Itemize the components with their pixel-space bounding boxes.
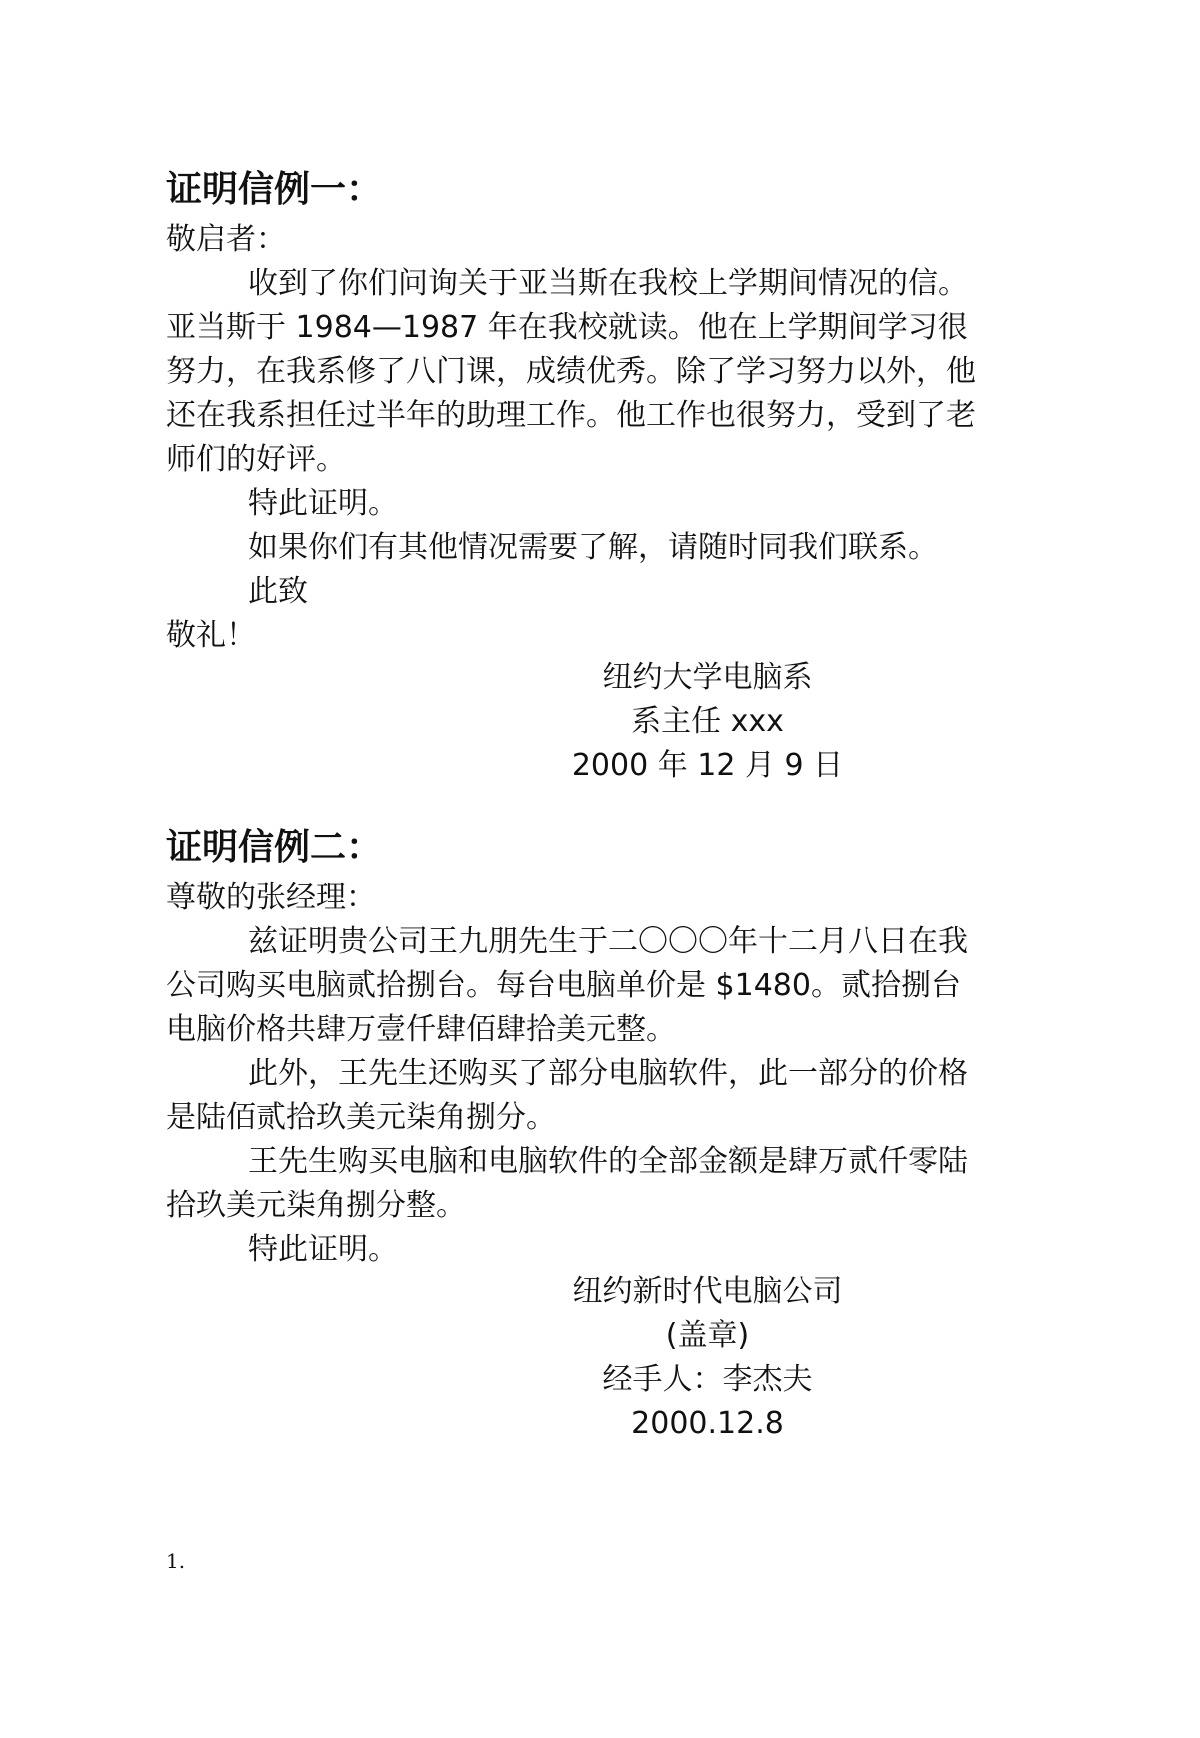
- letter2-title: 证明信例二：: [166, 827, 383, 868]
- letter2-para2-line: 此外，王先生还购买了部分电脑软件，此一部分的价格: [248, 1056, 968, 1091]
- letter1-jingli: 敬礼！: [166, 618, 256, 653]
- letter1-certify: 特此证明。: [248, 486, 398, 521]
- letter2-body-line: 电脑价格共肆万壹仟肆佰肆拾美元整。: [166, 1012, 676, 1047]
- letter2-signature-seal: (盖章): [665, 1318, 750, 1353]
- footnote-number: 1.: [166, 1549, 186, 1573]
- letter1-body-line: 还在我系担任过半年的助理工作。他工作也很努力，受到了老: [166, 398, 976, 433]
- letter1-signature-org: 纽约大学电脑系: [602, 660, 813, 695]
- letter1-body-line: 师们的好评。: [166, 442, 346, 477]
- letter2-signature-date: 2000.12.8: [631, 1406, 784, 1441]
- letter1-signature-person: 系主任 xxx: [631, 704, 784, 739]
- letter2-para3-line: 王先生购买电脑和电脑软件的全部金额是肆万贰仟零陆: [248, 1144, 968, 1179]
- letter1-cizhi: 此致: [248, 574, 308, 609]
- letter2-body-line: 公司购买电脑贰拾捌台。每台电脑单价是 $1480。贰拾捌台: [166, 968, 961, 1003]
- letter1-title: 证明信例一：: [166, 169, 383, 210]
- letter1-body-line: 收到了你们问询关于亚当斯在我校上学期间情况的信。: [248, 266, 968, 301]
- letter2-certify: 特此证明。: [248, 1232, 398, 1267]
- letter1-salutation: 敬启者：: [166, 222, 286, 257]
- letter2-body-line: 兹证明贵公司王九朋先生于二〇〇〇年十二月八日在我: [248, 924, 968, 959]
- letter1-body-line: 努力，在我系修了八门课，成绩优秀。除了学习努力以外，他: [166, 354, 976, 389]
- letter2-para2-line: 是陆佰贰拾玖美元柒角捌分。: [166, 1100, 556, 1135]
- letter2-salutation: 尊敬的张经理：: [166, 880, 376, 915]
- letter2-signature-handler: 经手人：李杰夫: [602, 1362, 813, 1397]
- letter2-signature-org: 纽约新时代电脑公司: [572, 1274, 843, 1309]
- letter2-para3-line: 拾玖美元柒角捌分整。: [166, 1188, 466, 1223]
- letter1-body-line: 亚当斯于 1984—1987 年在我校就读。他在上学期间学习很: [166, 310, 968, 345]
- letter1-contact: 如果你们有其他情况需要了解，请随时同我们联系。: [248, 530, 938, 565]
- letter1-signature-date: 2000 年 12 月 9 日: [571, 748, 844, 783]
